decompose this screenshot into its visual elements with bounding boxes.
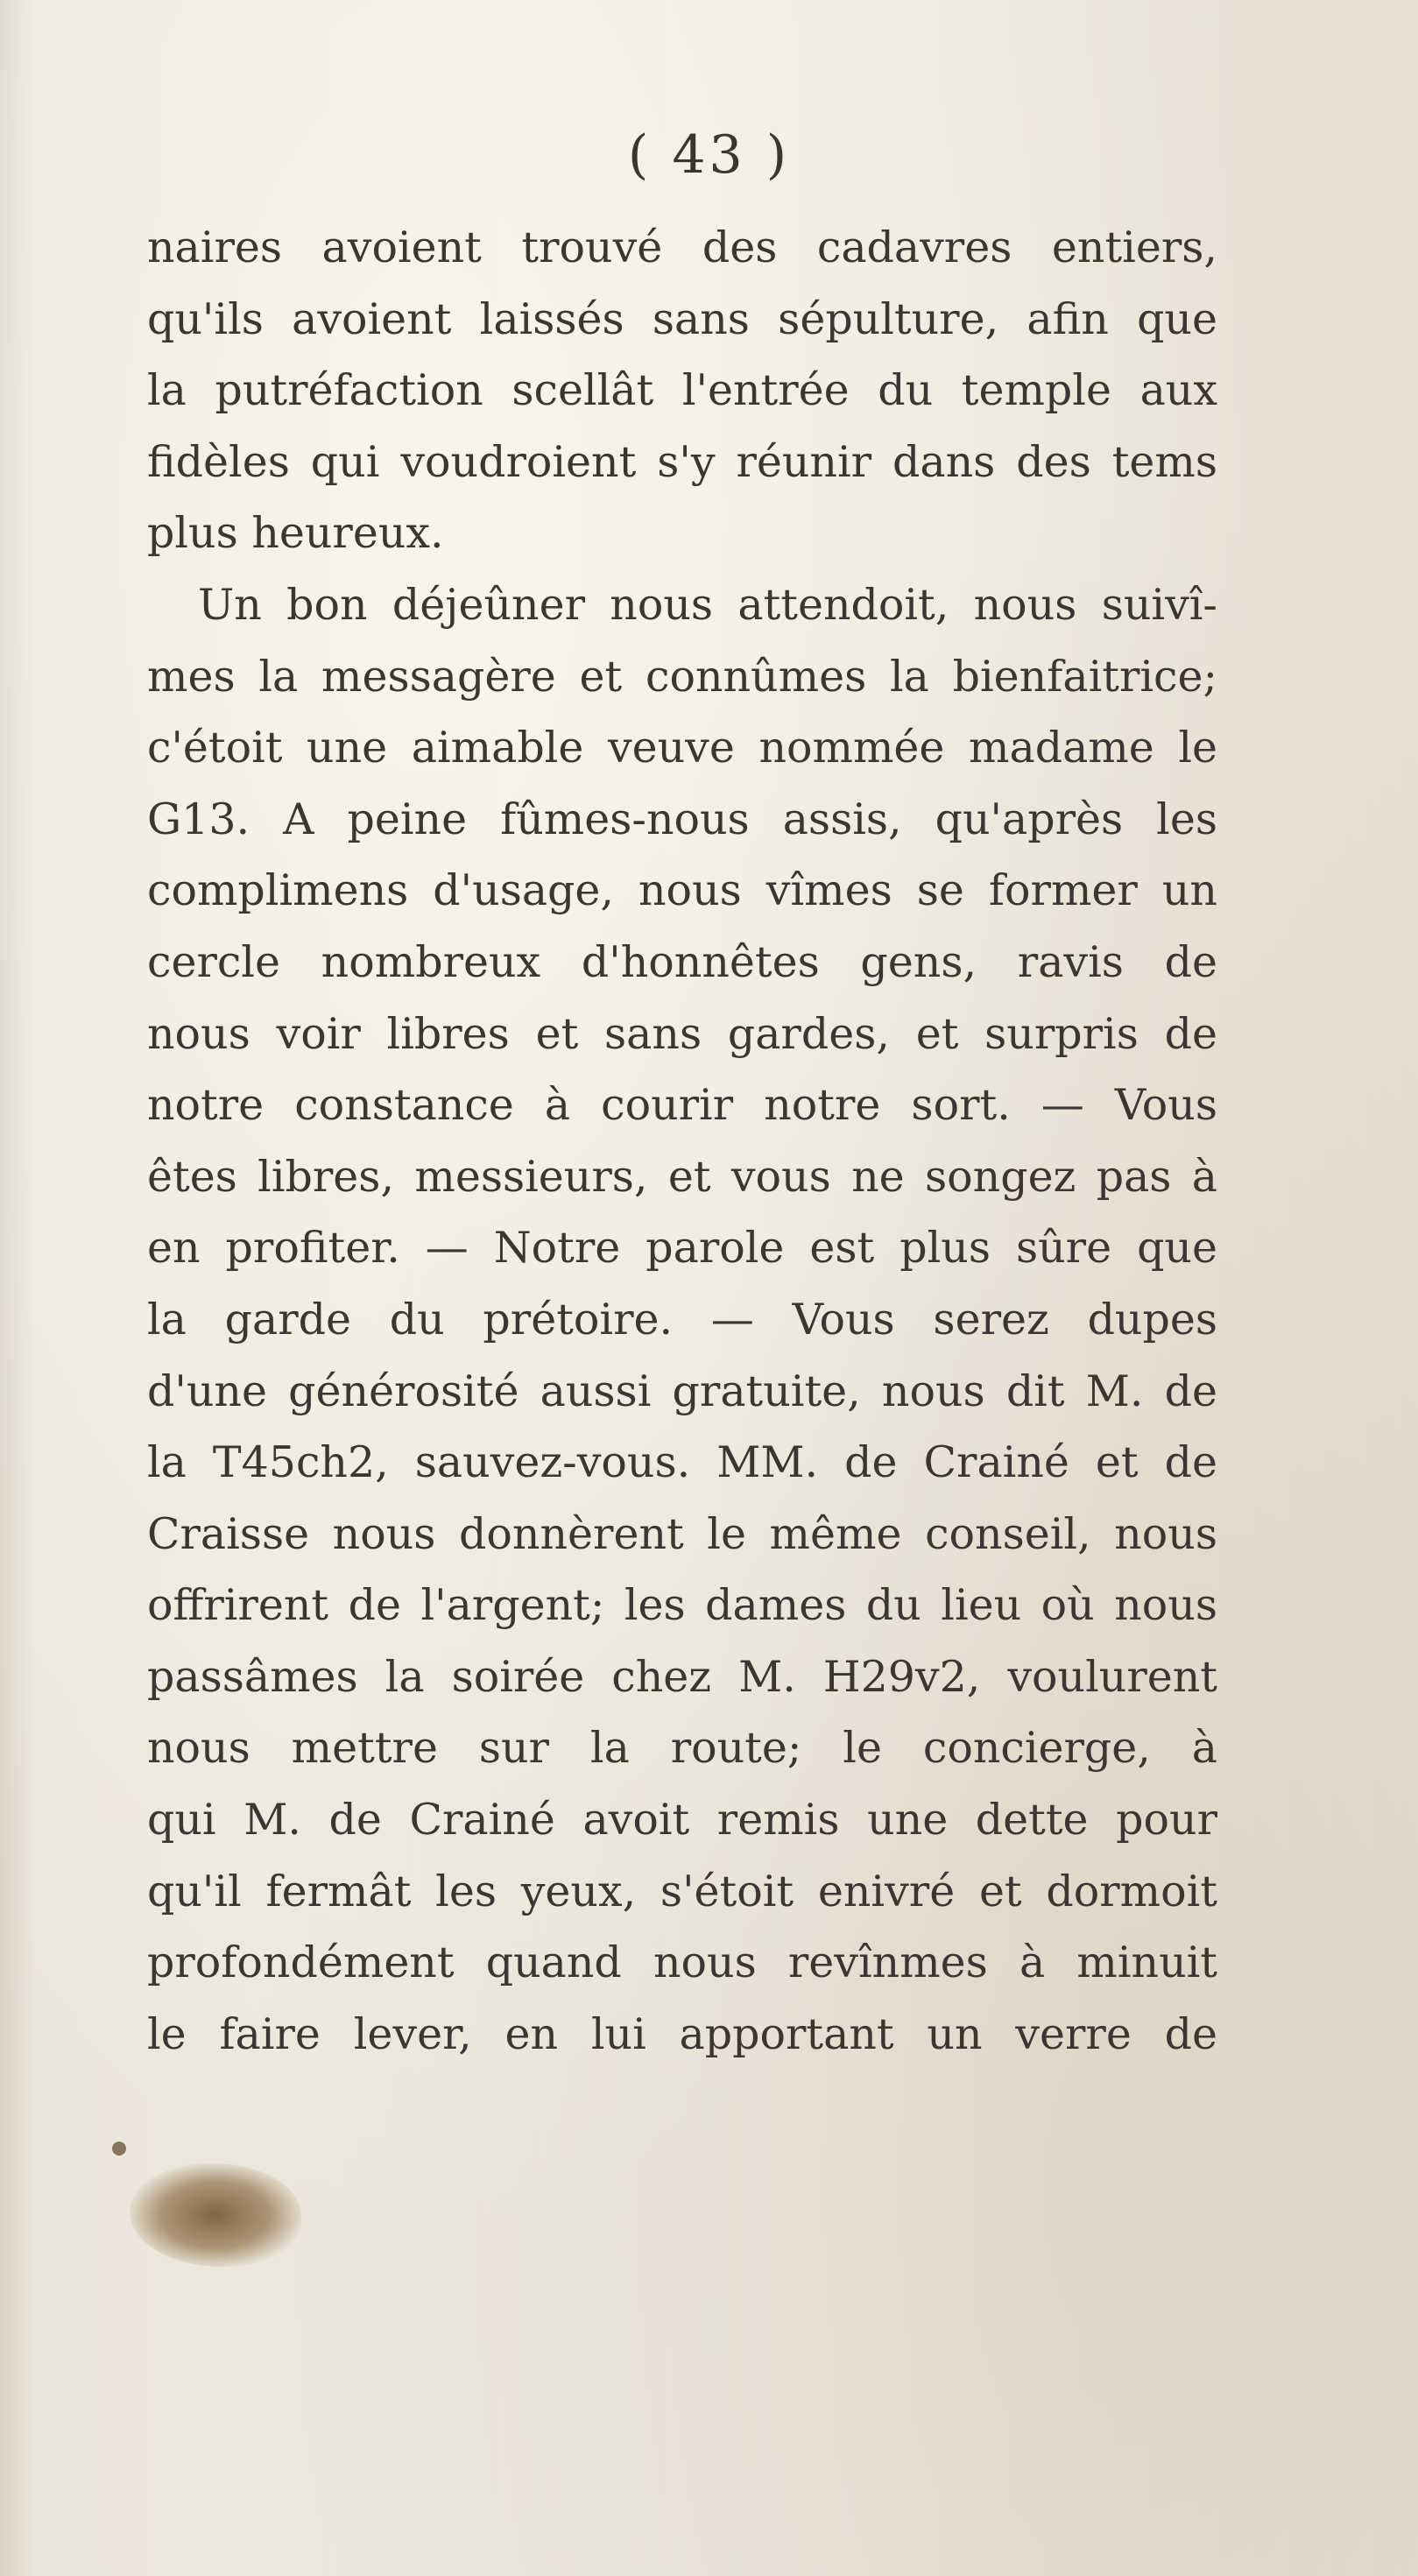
text-line: c'étoit une aimable veuve nommée madame le [147, 723, 1217, 773]
text-line: naires avoient trouvé des cadavres entiers, [147, 222, 1217, 272]
text-line: complimens d'usage, nous vîmes se former un [147, 865, 1217, 916]
text-line: nous voir libres et sans gardes, et surpris de [147, 1008, 1217, 1059]
text-line: qu'ils avoient laissés sans sépulture, afin que [147, 293, 1217, 344]
text-line: profondément quand nous revînmes à minuit [147, 1937, 1217, 1988]
text-line: mes la messagère et connûmes la bienfaitrice; [147, 651, 1217, 702]
ink-spot [112, 2142, 126, 2156]
text-line: la T45ch2, sauvez-vous. MM. de Crainé et de [147, 1437, 1217, 1488]
text-line: la garde du prétoire. — Vous serez dupes [147, 1294, 1217, 1344]
text-line: en profiter. — Notre parole est plus sûre que [147, 1223, 1217, 1274]
text-line: fidèles qui voudroient s'y réunir dans des tems [147, 436, 1217, 487]
text-line: Craisse nous donnèrent le même conseil, nous [147, 1508, 1217, 1559]
text-line: Un bon déjeûner nous attendoit, nous suivî- [198, 579, 1217, 630]
text-line: offrirent de l'argent; les dames du lieu où nous [147, 1580, 1217, 1631]
text-line: cercle nombreux d'honnêtes gens, ravis de [147, 936, 1217, 987]
text-line: le faire lever, en lui apportant un verre de [147, 2008, 1217, 2059]
text-line: plus heureux. [147, 508, 444, 559]
text-line: la putréfaction scellât l'entrée du temple aux [147, 365, 1217, 416]
text-line: d'une générosité aussi gratuite, nous dit M. de [147, 1366, 1217, 1416]
text-line: êtes libres, messieurs, et vous ne songez pas à [147, 1151, 1217, 1202]
paper-stain [130, 2163, 301, 2267]
text-line: notre constance à courir notre sort. — Vous [147, 1080, 1217, 1131]
text-line: passâmes la soirée chez M. H29v2, voulurent [147, 1651, 1217, 1702]
body-text [147, 212, 1217, 2070]
text-line: qu'il fermât les yeux, s'étoit enivré et dormoit [147, 1866, 1217, 1916]
text-line: nous mettre sur la route; le concierge, à [147, 1723, 1217, 1774]
text-line: qui M. de Crainé avoit remis une dette pour [147, 1795, 1217, 1846]
page-number: ( 43 ) [627, 124, 791, 186]
text-line: G13. A peine fûmes-nous assis, qu'après les [147, 794, 1217, 844]
